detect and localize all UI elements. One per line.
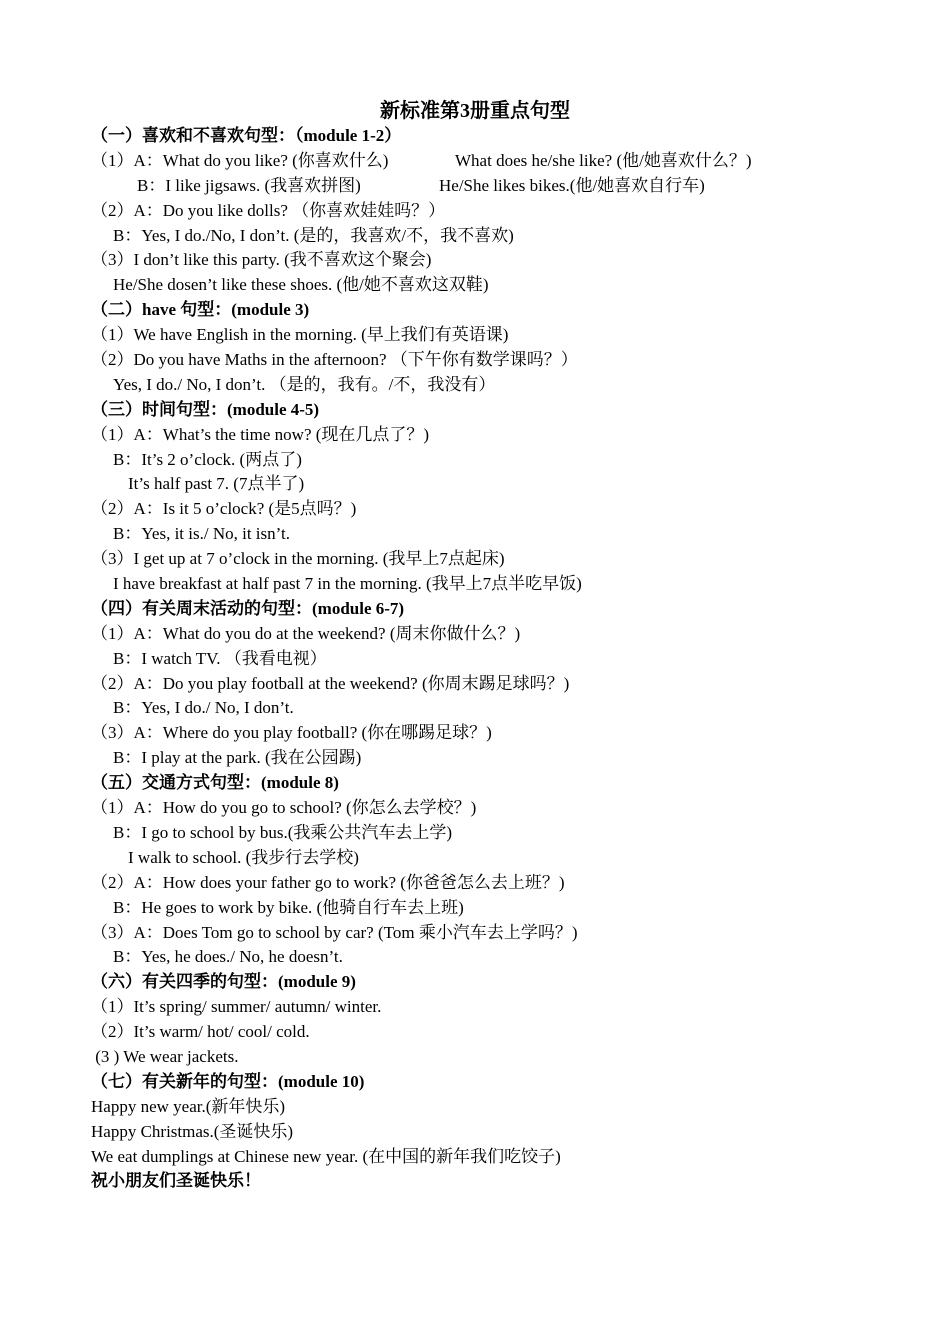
sentence-line — [0, 174, 950, 199]
sentence-text: B：I like jigsaws. (我喜欢拼图) — [137, 175, 361, 195]
sentence-text: （1）A：What do you like? (你喜欢什么) — [91, 150, 389, 170]
sentence-line: （2）It’s warm/ hot/ cool/ cold. — [91, 1022, 310, 1042]
sentence-list — [0, 124, 950, 1194]
sentence-line: （1）A：What’s the time now? (现在几点了？) — [91, 424, 430, 444]
section-heading-transport: （五）交通方式句型：(module 8) — [91, 773, 339, 793]
sentence-line: B：Yes, I do./No, I don’t. (是的，我喜欢/不，我不喜欢) — [113, 225, 514, 245]
sentence-text: What does he/she like? (他/她喜欢什么？) — [455, 150, 752, 170]
page-title: 新标准第3册重点句型 — [380, 100, 570, 122]
section-heading-have: （二）have 句型：(module 3) — [91, 300, 310, 320]
section-heading-weekend: （四）有关周末活动的句型：(module 6-7) — [91, 598, 405, 618]
sentence-line: B：I go to school by bus.(我乘公共汽车去上学) — [113, 822, 453, 842]
sentence-line: We eat dumplings at Chinese new year. (在中国的新年我们吃饺子) — [91, 1146, 561, 1166]
sentence-line: （3）A：Does Tom go to school by car? (Tom 乘小汽车去上学吗？) — [91, 922, 578, 942]
sentence-line: I have breakfast at half past 7 in the morning. (我早上7点半吃早饭) — [113, 574, 582, 594]
sentence-line: B：Yes, he does./ No, he doesn’t. — [113, 947, 343, 967]
sentence-line: Happy new year.(新年快乐) — [91, 1096, 286, 1116]
sentence-line: He/She dosen’t like these shoes. (他/她不喜欢这双鞋) — [113, 275, 489, 295]
sentence-line: Yes, I do./ No, I don’t. （是的，我有。/不，我没有） — [113, 374, 496, 394]
sentence-line: B：He goes to work by bike. (他骑自行车去上班) — [113, 897, 464, 917]
sentence-line: It’s half past 7. (7点半了) — [128, 474, 305, 494]
sentence-line: （1）We have English in the morning. (早上我们有英语课) — [91, 325, 509, 345]
section-heading-like-dislike: （一）喜欢和不喜欢句型：（module 1-2） — [91, 126, 402, 145]
sentence-line: （2）A：Is it 5 o’clock? (是5点吗？) — [91, 499, 357, 519]
sentence-line: （1）It’s spring/ summer/ autumn/ winter. — [91, 997, 382, 1017]
sentence-line: B：Yes, it is./ No, it isn’t. — [113, 524, 290, 544]
sentence-line: B：I play at the park. (我在公园踢) — [113, 748, 362, 768]
sentence-line: （3）I get up at 7 o’clock in the morning. (我早上7点起床) — [91, 549, 505, 569]
sentence-line: （2）A：Do you like dolls? （你喜欢娃娃吗？） — [91, 200, 446, 220]
sentence-line — [0, 149, 950, 174]
sentence-line: （1）A：How do you go to school? (你怎么去学校？) — [91, 798, 477, 818]
sentence-line: (3 ) We wear jackets. — [91, 1046, 239, 1066]
section-heading-new-year: （七）有关新年的句型：(module 10) — [91, 1071, 365, 1091]
sentence-line: B：It’s 2 o’clock. (两点了) — [113, 449, 302, 469]
sentence-line: （3）A：Where do you play football? (你在哪踢足球？) — [91, 723, 492, 743]
sentence-text: He/She likes bikes.(他/她喜欢自行车) — [439, 175, 705, 195]
sentence-line: （2）A：Do you play football at the weekend? (你周末踢足球吗？) — [91, 673, 570, 693]
sentence-line: （3）I don’t like this party. (我不喜欢这个聚会) — [91, 250, 432, 270]
section-heading-time: （三）时间句型：(module 4-5) — [91, 399, 320, 419]
sentence-line: B：I watch TV. （我看电视） — [113, 648, 327, 668]
sentence-line: B：Yes, I do./ No, I don’t. — [113, 698, 294, 718]
section-heading-seasons: （六）有关四季的句型：(module 9) — [91, 972, 356, 992]
sentence-line: （2）A：How does your father go to work? (你爸爸怎么去上班？) — [91, 872, 565, 892]
sentence-line: （2）Do you have Maths in the afternoon? （下午你有数学课吗？） — [91, 350, 578, 370]
sentence-line: I walk to school. (我步行去学校) — [128, 847, 359, 867]
closing-greeting: 祝小朋友们圣诞快乐！ — [91, 1171, 261, 1191]
sentence-line: Happy Christmas.(圣诞快乐) — [91, 1121, 294, 1141]
sentence-line: （1）A：What do you do at the weekend? (周末你做什么？) — [91, 623, 521, 643]
